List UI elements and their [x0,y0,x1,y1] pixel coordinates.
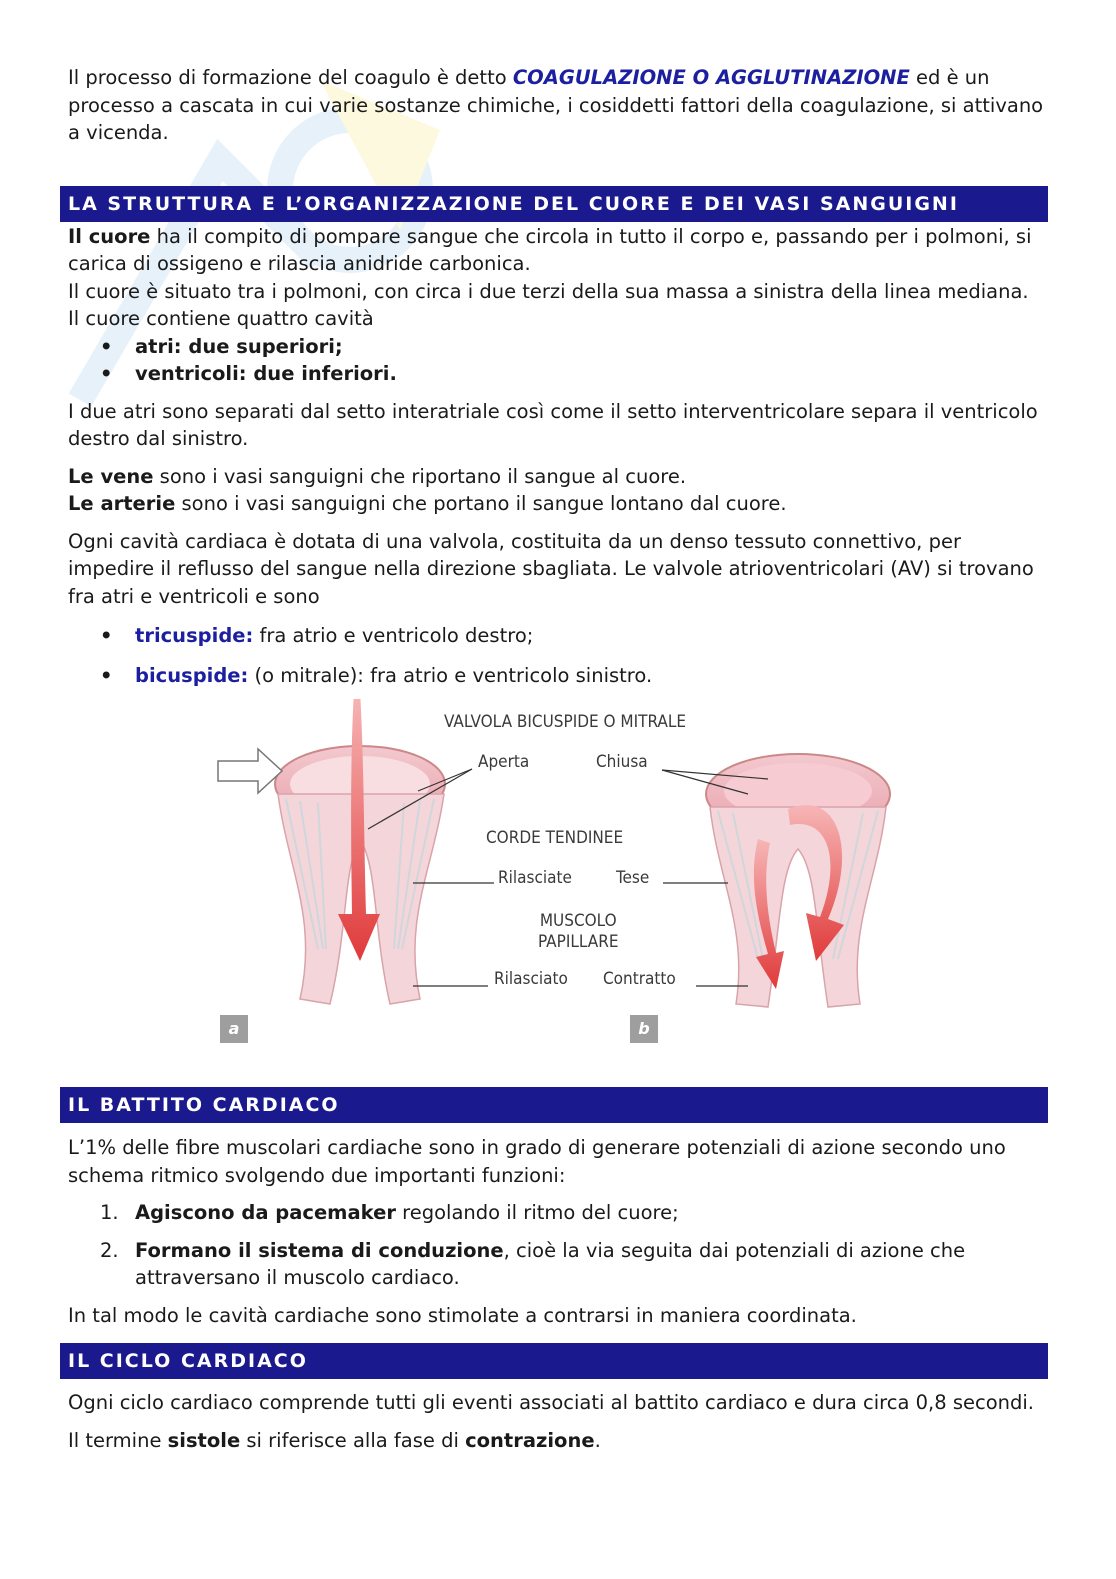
figure-title: VALVOLA BICUSPIDE O MITRALE [444,712,687,732]
badge-a: a [220,1015,248,1043]
heartbeat-paragraph: L’1% delle fibre muscolari cardiache sono in grado di generare potenziali di azione secondo uno schema ritmico svolgendo due importanti funzioni: [68,1136,1006,1187]
arteries-paragraph: Le arterie sono i vasi sanguigni che portano il sangue lontano dal cuore. [68,492,787,515]
open-valve [218,699,445,1004]
list-item: 2. Formano il sistema di conduzione, cioè la via seguita dai potenziali di azione che attraversano il muscolo cardiaco. [100,1238,966,1289]
mitral-valve-figure [68,699,1048,1061]
label-chordae: CORDE TENDINEE [486,828,624,848]
coordination-paragraph: In tal modo le cavità cardiache sono stimolate a contrarsi in maniera coordinata. [68,1303,857,1327]
veins-paragraph: Le vene sono i vasi sanguigni che riportano il sangue al cuore. [68,464,687,488]
list-item: • tricuspide: fra atrio e ventricolo destro; [68,622,1048,650]
label-closed: Chiusa [596,752,648,772]
label-open: Aperta [478,752,530,772]
heart-cavities-paragraph: Il cuore contiene quattro cavità [68,307,374,330]
coagulation-term: COAGULAZIONE O AGGLUTINAZIONE [512,66,910,89]
closed-valve [706,754,890,1007]
intro-paragraph: Il processo di formazione del coagulo è detto COAGULAZIONE O AGGLUTINAZIONE ed è un processo a cascata in cui varie sostanze chimiche, i cosiddetti fattori della coagulazione, si attivano a vicenda. [68,66,1044,144]
heart-paragraph: Il cuore ha il compito di pompare sangue che circola in tutto il corpo e, passando per i polmoni, si carica di ossigeno e rilascia anidride carbonica. [68,224,1032,275]
list-item: • atri: due superiori; [68,333,1048,361]
badge-b: b [630,1015,658,1043]
cavities-list [68,333,1048,388]
document-content [68,64,1048,1454]
heart-position-paragraph: Il cuore è situato tra i polmoni, con circa i due terzi della sua massa a sinistra della linea mediana. [68,279,1029,303]
label-tense: Tese [616,868,650,888]
systole-paragraph: Il termine sistole si riferisce alla fase di contrazione. [68,1428,601,1452]
valves-paragraph: Ogni cavità cardiaca è dotata di una valvola, costituita da un denso tessuto connettivo, per impedire il reflusso del sangue nella direzione sbagliata. Le valvole atrioventricolari (AV) si trovano fra atri e ventricoli e sono [68,529,1034,608]
valves-list [68,622,1048,689]
septum-paragraph: I due atri sono separati dal setto interatriale così come il setto interventricolare separa il ventricolo destro dal sinistro. [68,399,1038,450]
list-item: • ventricoli: due inferiori. [68,360,1048,388]
label-relaxed-muscle: Rilasciato [494,969,568,989]
section-heading-heartbeat: IL BATTITO CARDIACO [60,1087,1048,1123]
cycle-paragraph: Ogni ciclo cardiaco comprende tutti gli eventi associati al battito cardiaco e dura circa 0,8 secondi. [68,1391,1035,1414]
heartbeat-list [68,1199,1048,1292]
list-item: 1. Agiscono da pacemaker regolando il ritmo del cuore; [100,1201,679,1224]
label-papillary-muscle: MUSCOLO PAPILLARE [538,911,619,952]
label-contracted: Contratto [603,969,676,989]
label-relaxed-chordae: Rilasciate [498,868,572,888]
section-heading-cardiac-cycle: IL CICLO CARDIACO [60,1343,1048,1379]
section-heading-heart-structure: LA STRUTTURA E L’ORGANIZZAZIONE DEL CUORE E DEI VASI SANGUIGNI [60,186,1048,222]
list-item: • bicuspide: (o mitrale): fra atrio e ventricolo sinistro. [68,662,1048,690]
